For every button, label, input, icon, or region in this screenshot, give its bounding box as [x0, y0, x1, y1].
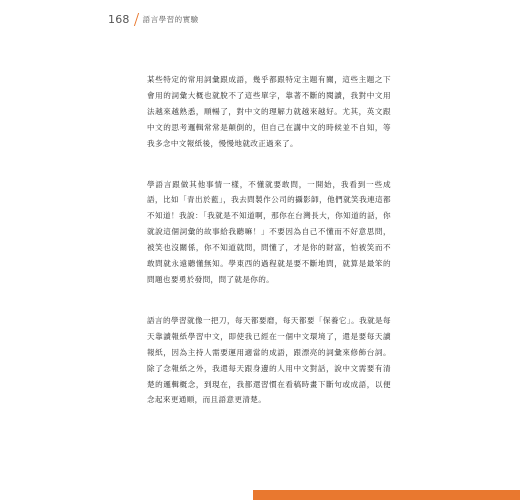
- body-text: [147, 72, 391, 433]
- running-title: 語言學習的實驗: [142, 14, 199, 24]
- header-divider: [133, 13, 138, 26]
- page-number: 168: [108, 12, 130, 26]
- footer-accent-bar: [253, 490, 520, 500]
- paragraph-1: 某些特定的常用詞彙跟成語，幾乎都跟特定主題有關，這些主題之下會用的詞彙大概也就脫不了這些單字，靠著不斷的閱讀，我對中文用法越來越熟悉，順暢了，對中文的理解力就越來越好。尤其，英文跟中文的思考邏輯常常是顛倒的，但自己在講中文的時候並不自知，等我多念中文報紙後，慢慢地就改正過來了。: [147, 75, 391, 148]
- paragraph-2: 學語言跟做其他事情一樣，不懂就要敢問，一開始，我看到一些成語，比如「青出於藍」，我去問製作公司的攝影師，他們就笑我連這都不知道！我說：「我就是不知道啊，那你在台灣長大，你知道的話，你就說這個詞彙的故事給我聽嘛！」不要因為自己不懂而不好意思問，被笑也沒關係，你不知道就問，問懂了，才是你的財富，怕被笑而不敢問就永遠聽懂無知。學東西的過程就是要不斷地問，就算是最笨的問題也要勇於發問，問了就是你的。: [147, 179, 391, 284]
- page-header: [108, 12, 199, 26]
- paragraph-3: 語言的學習就像一把刀，每天都要磨，每天都要「保養它」。我就是每天靠讀報紙學習中文，即使我已經在一個中文環境了，還是要每天讀報紙，因為主持人需要運用適當的成語，跟漂亮的詞彙來修飾台詞。除了念報紙之外，我還每天跟身邊的人用中文對話，說中文需要有清楚的邏輯概念，到現在，我都還習慣在看稿時畫下斷句或成語，以便念起來更通順，而且語意更清楚。: [147, 315, 391, 405]
